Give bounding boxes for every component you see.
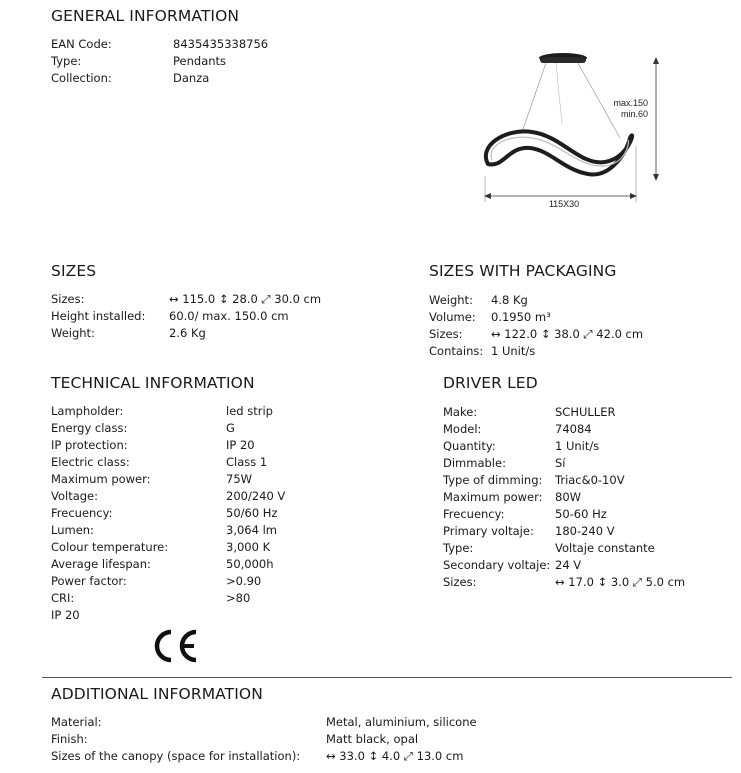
row-label: Maximum power:: [443, 490, 543, 504]
section-divider: [42, 677, 732, 678]
row-label: Make:: [443, 405, 478, 419]
row-label: Quantity:: [443, 439, 496, 453]
row-value: Voltaje constante: [555, 541, 655, 555]
row-label: Dimmable:: [443, 456, 506, 470]
row-value: Class 1: [226, 455, 268, 469]
row-label: Sizes:: [51, 292, 85, 306]
pendant-lamp-illustration: [470, 46, 670, 216]
row-label: CRI:: [51, 591, 75, 605]
row-value: IP 20: [226, 438, 255, 452]
row-label: IP protection:: [51, 438, 128, 452]
row-label: Primary voltaje:: [443, 524, 534, 538]
row-label: Voltage:: [51, 489, 99, 503]
row-value: ↔ 115.0 ↕ 28.0 ⤢ 30.0 cm: [169, 292, 322, 306]
row-value: 50/60 Hz: [226, 506, 278, 520]
row-label: Electric class:: [51, 455, 130, 469]
ce-mark-icon: [150, 624, 202, 668]
row-value: led strip: [226, 404, 273, 418]
row-label: Lumen:: [51, 523, 94, 537]
row-value: 0.1950 m³: [491, 310, 551, 324]
row-label: Lampholder:: [51, 404, 124, 418]
height-min-label: min.60: [620, 109, 648, 119]
row-value: Matt black, opal: [326, 732, 419, 746]
row-label: Finish:: [51, 732, 88, 746]
row-value: 8435435338756: [173, 37, 269, 51]
row-value: 50,000h: [226, 557, 274, 571]
row-value: 180-240 V: [555, 524, 615, 538]
row-label: Power factor:: [51, 574, 127, 588]
row-value: >0.90: [226, 574, 262, 588]
arrow-down-icon: [653, 174, 659, 181]
arrow-up-icon: [653, 57, 659, 64]
sizes-heading: SIZES: [51, 262, 97, 280]
row-value: 60.0/ max. 150.0 cm: [169, 309, 289, 323]
row-value: 50-60 Hz: [555, 507, 607, 521]
row-value: 1 Unit/s: [555, 439, 600, 453]
general-info-heading: GENERAL INFORMATION: [51, 7, 240, 25]
technical-info-heading: TECHNICAL INFORMATION: [51, 374, 255, 392]
row-value: Sí: [555, 456, 566, 470]
row-label: Sizes:: [429, 327, 463, 341]
additional-info-heading: ADDITIONAL INFORMATION: [51, 685, 263, 703]
row-label: EAN Code:: [51, 37, 112, 51]
row-label: Weight:: [429, 293, 473, 307]
row-label: Type:: [443, 541, 474, 555]
row-label: Sizes of the canopy (space for installation):: [51, 749, 301, 763]
row-value: SCHULLER: [555, 405, 616, 419]
ce-mark-logo: [150, 624, 202, 668]
row-value: Metal, aluminium, silicone: [326, 715, 477, 729]
row-label: Type of dimming:: [443, 473, 543, 487]
row-label: Maximum power:: [51, 472, 151, 486]
canopy-base: [540, 57, 586, 63]
row-label: Volume:: [429, 310, 476, 324]
row-label: Frecuency:: [51, 506, 113, 520]
height-max-label: max.150: [613, 98, 648, 108]
row-label: Colour temperature:: [51, 540, 169, 554]
row-value: 80W: [555, 490, 582, 504]
suspension-wire: [556, 63, 562, 124]
row-label: Energy class:: [51, 421, 128, 435]
row-label: IP 20: [51, 608, 80, 622]
row-label: Weight:: [51, 326, 95, 340]
row-value: 2.6 Kg: [169, 326, 206, 340]
row-label: Type:: [51, 54, 82, 68]
row-value: 3,064 lm: [226, 523, 277, 537]
row-value: ↔ 17.0 ↕ 3.0 ⤢ 5.0 cm: [555, 575, 686, 589]
row-label: Secondary voltaje:: [443, 558, 551, 572]
row-value: 24 V: [555, 558, 582, 572]
row-label: Collection:: [51, 71, 112, 85]
row-label: Height installed:: [51, 309, 146, 323]
row-value: Danza: [173, 71, 210, 85]
row-value: ↔ 122.0 ↕ 38.0 ⤢ 42.0 cm: [491, 327, 644, 341]
product-dimension-drawing: [470, 46, 670, 216]
row-label: Model:: [443, 422, 482, 436]
width-label: 115X30: [548, 199, 580, 209]
ribbon-frame: [486, 131, 632, 174]
suspension-wire: [522, 63, 546, 132]
row-value: 4.8 Kg: [491, 293, 528, 307]
driver-led-heading: DRIVER LED: [443, 374, 538, 392]
row-value: 74084: [555, 422, 592, 436]
row-value: Triac&0-10V: [555, 473, 625, 487]
row-label: Average lifespan:: [51, 557, 151, 571]
row-value: 75W: [226, 472, 253, 486]
row-label: Frecuency:: [443, 507, 505, 521]
row-label: Sizes:: [443, 575, 477, 589]
row-value: 200/240 V: [226, 489, 286, 503]
row-value: G: [226, 421, 235, 435]
row-label: Contains:: [429, 344, 484, 358]
row-value: 1 Unit/s: [491, 344, 536, 358]
row-value: >80: [226, 591, 251, 605]
packaging-heading: SIZES WITH PACKAGING: [429, 262, 617, 280]
row-value: 3,000 K: [226, 540, 271, 554]
row-value: Pendants: [173, 54, 227, 68]
row-label: Material:: [51, 715, 102, 729]
row-value: ↔ 33.0 ↕ 4.0 ⤢ 13.0 cm: [326, 749, 464, 763]
